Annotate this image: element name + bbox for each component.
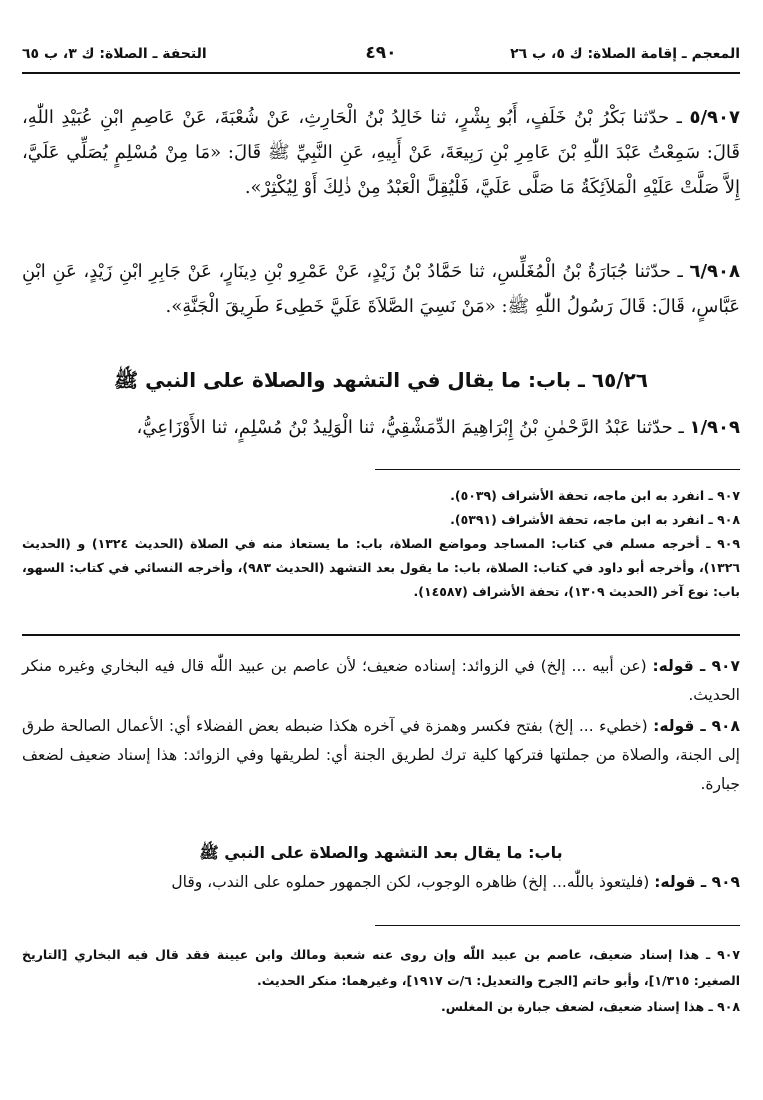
hadith-text: ـ حدّثنا عَبْدُ الرَّحْمٰنِ بْنُ إِبْرَاهِيمَ الدِّمَشْقِيُّ، ثنا الْوَلِيدُ بْنُ مُسْلِمٍ، ثنا الأَوْزَاعِيُّ، bbox=[136, 417, 684, 438]
commentary-section bbox=[22, 652, 740, 801]
takhrij-note: ٩٠٩ ـ أخرجه مسلم في كتاب: المساجد ومواضع الصلاة، باب: ما يستعاذ منه في الصلاة (الحديث ١٣٢٤) و (الحديث ١٣٢٦)، وأخرجه أبو داود في كتاب: الصلاة، باب: ما يقول بعد التشهد (الحديث ٩٨٣)، وأخرجه النسائي في كتاب: السهو، باب: نوع آخر (الحديث ١٣٠٩)، تحفة الأشراف (١٤٥٨٧). bbox=[22, 536, 741, 599]
page-number: ٤٩٠ bbox=[365, 43, 397, 63]
hadith-number: ٦/٩٠٨ bbox=[689, 261, 740, 282]
takhrij-footnotes bbox=[22, 484, 740, 604]
commentary-text: (فليتعوذ باللّٰه... إلخ) ظاهره الوجوب، لكن الجمهور حملوه على الندب، وقال bbox=[171, 873, 650, 891]
chapter-heading: ٦٥/٢٦ ـ باب: ما يقال في التشهد والصلاة على النبي ﷺ bbox=[114, 368, 648, 392]
takhrij-note: ٩٠٧ ـ انفرد به ابن ماجه، تحفة الأشراف (٥٠٣٩). bbox=[450, 488, 740, 503]
commentary-key: ٩٠٩ ـ قوله: bbox=[654, 873, 740, 891]
commentary-separator bbox=[22, 634, 740, 636]
zawaid-rule bbox=[375, 925, 740, 926]
header-right-reference: المعجم ـ إقامة الصلاة: ك ٥، ب ٢٦ bbox=[510, 46, 740, 62]
footnote-rule bbox=[375, 469, 740, 470]
hadith-text: ـ حدّثنا جُبَارَةُ بْنُ الْمُغَلِّسِ، ثنا حَمَّادُ بْنُ زَيْدٍ، عَنْ عَمْرِو بْنِ دِينَارٍ، عَنْ جَابِرِ ابْنِ زَيْدٍ، عَنِ ابْنِ عَبَّاسٍ، قَالَ: قَالَ رَسُولُ اللّٰهِ ﷺ: «مَنْ نَسِيَ الصَّلاَةَ عَلَيَّ خَطِىءَ طَرِيقَ الْجَنَّةِ». bbox=[22, 261, 740, 317]
commentary-text: (خطيء ... إلخ) بفتح فكسر وهمزة في آخره هكذا ضبطه بعض الفضلاء أي: الأعمال الصالحة طرق إلى الجنة، والصلاة من جملتها فتركها كلية ترك لطريق الجنة أي: لطريقها وفي الزوائد: هذا إسناد ضعيف لضعف جبارة. bbox=[22, 717, 740, 793]
commentary-paragraph-909 bbox=[22, 868, 740, 897]
zawaid-note: ٩٠٨ ـ هذا إسناد ضعيف، لضعف جبارة بن المغلس. bbox=[440, 999, 740, 1014]
commentary-paragraph bbox=[22, 652, 740, 710]
hadith-907 bbox=[22, 100, 740, 205]
zawaid-footnotes bbox=[22, 942, 740, 1020]
takhrij-note: ٩٠٨ ـ انفرد به ابن ماجه، تحفة الأشراف (٥٣٩١). bbox=[450, 512, 740, 527]
commentary-paragraph bbox=[22, 712, 740, 799]
commentary-key: ٩٠٧ ـ قوله: bbox=[652, 657, 740, 675]
zawaid-note: ٩٠٧ ـ هذا إسناد ضعيف، عاصم بن عبيد اللّٰه وإن روى عنه شعبة ومالك وابن عيينة فقد قال فيه البخاري [التاريخ الصغير: ١/٣١٥]، وأبو حاتم [الجرح والتعديل: ٦/ت ١٩١٧]، وغيرهما: منكر الحديث. bbox=[22, 947, 740, 988]
commentary-chapter-heading: باب: ما يقال بعد التشهد والصلاة على النبي ﷺ bbox=[199, 843, 563, 862]
page-header bbox=[22, 40, 740, 70]
header-rule bbox=[22, 72, 740, 74]
hadith-number: ١/٩٠٩ bbox=[689, 417, 740, 438]
hadith-909 bbox=[22, 410, 740, 445]
hadith-text: ـ حدّثنا بَكْرُ بْنُ خَلَفٍ، أَبُو بِشْرٍ، ثنا خَالِدُ بْنُ الْحَارِثِ، عَنْ شُعْبَةَ، عَنْ عَاصِمِ ابْنِ عُبَيْدِ اللّٰهِ، قَالَ: سَمِعْتُ عَبْدَ اللّٰهِ بْنَ عَامِرِ بْنِ رَبِيعَةَ، عَنْ أَبِيهِ، عَنِ النَّبِيِّ ﷺ قَالَ: «مَا مِنْ مُسْلِمٍ يُصَلِّي عَلَيَّ، إِلاَّ صَلَّتْ عَلَيْهِ الْمَلاَئِكَةُ مَا صَلَّى عَلَيَّ، فَلْيُقِلَّ الْعَبْدُ مِنْ ذٰلِكَ أَوْ لِيُكْثِرْ». bbox=[22, 107, 741, 198]
hadith-908 bbox=[22, 254, 740, 324]
commentary-text: (عن أبيه ... إلخ) في الزوائد: إسناده ضعيف؛ لأن عاصم بن عبيد اللّٰه قال فيه البخاري وغيره منكر الحديث. bbox=[22, 657, 740, 704]
hadith-number: ٥/٩٠٧ bbox=[689, 107, 740, 128]
header-left-reference: التحفة ـ الصلاة: ك ٣، ب ٦٥ bbox=[22, 46, 207, 62]
commentary-key: ٩٠٨ ـ قوله: bbox=[653, 717, 740, 735]
